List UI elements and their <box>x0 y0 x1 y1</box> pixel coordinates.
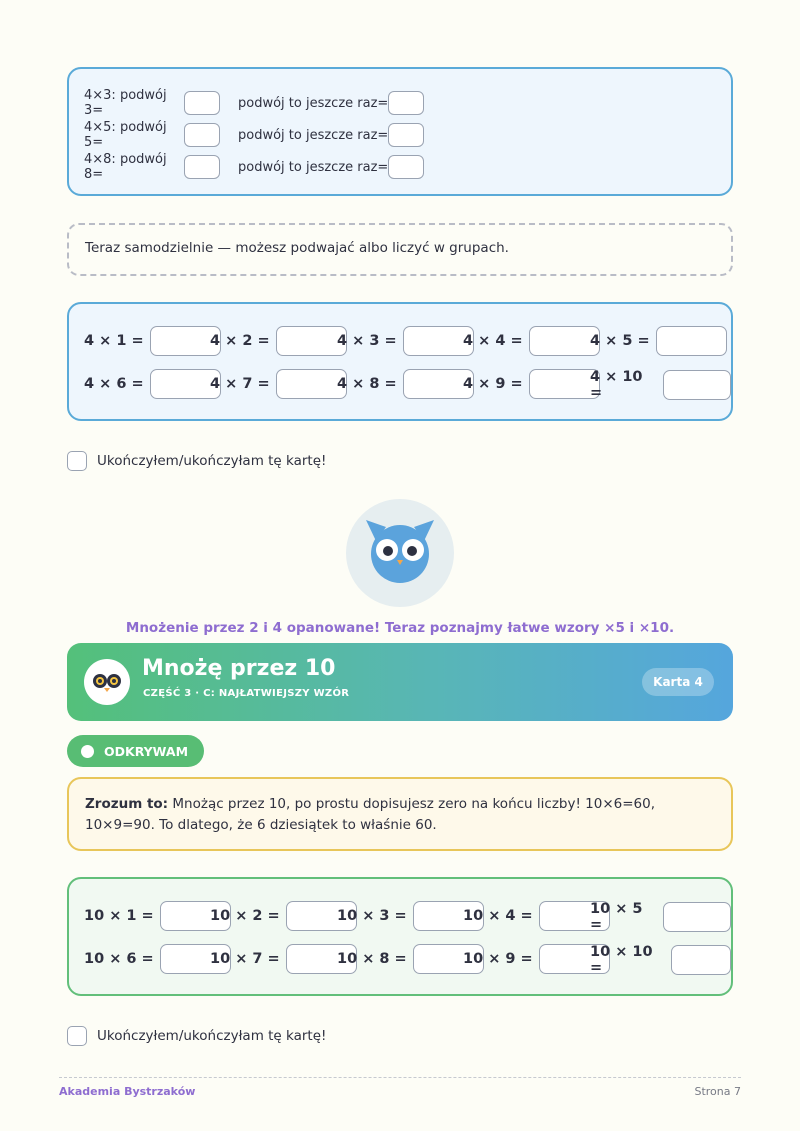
equation-label: 10 × 5 = <box>590 901 643 933</box>
explanation-lead: Zrozum to: <box>85 796 169 812</box>
equation-label: 4 × 6 = <box>84 376 144 392</box>
equation-label: 4 × 4 = <box>463 333 523 349</box>
doubling-again-label: podwój to jeszcze raz= <box>238 95 389 111</box>
section-tagline: Mnożenie przez 2 i 4 opanowane! Teraz poznajmy łatwe wzory ×5 i ×10. <box>125 620 675 636</box>
footer-brand: Akademia Bystrzaków <box>59 1085 196 1098</box>
equation-label: 10 × 2 = <box>210 908 280 924</box>
equation-cell <box>463 901 610 931</box>
answer-input[interactable] <box>388 91 424 115</box>
doubling-exercise-box <box>67 67 733 196</box>
equation-label: 10 × 1 = <box>84 908 154 924</box>
explanation-text: Mnożąc przez 10, po prostu dopisujesz zero na końcu liczby! 10×6=60, 10×9=90. To dlatego, że 6 dziesiątek to właśnie 60. <box>85 796 656 833</box>
equation-cell <box>463 326 600 356</box>
doubling-prompt: 4×5: podwój 5= <box>84 120 167 150</box>
equation-label: 4 × 8 = <box>337 376 397 392</box>
owl-mascot <box>346 499 454 607</box>
equation-cell <box>210 369 347 399</box>
equation-label: 10 × 10 = <box>590 944 653 976</box>
card-number-badge: Karta 4 <box>642 668 714 696</box>
equation-cell <box>590 901 731 933</box>
doubling-row <box>84 120 424 150</box>
avatar <box>84 659 130 705</box>
equation-label: 10 × 4 = <box>463 908 533 924</box>
answer-input[interactable] <box>663 370 731 400</box>
answer-input[interactable] <box>388 123 424 147</box>
equation-cell <box>590 369 731 401</box>
equation-label: 4 × 10 = <box>590 369 643 401</box>
equation-label: 10 × 3 = <box>337 908 407 924</box>
equation-label: 4 × 1 = <box>84 333 144 349</box>
dot-icon <box>81 745 94 758</box>
owl-icon <box>346 499 454 607</box>
completion-label: Ukończyłem/ukończyłam tę kartę! <box>97 453 327 469</box>
doubling-again-label: podwój to jeszcze raz= <box>238 127 389 143</box>
equation-label: 4 × 5 = <box>590 333 650 349</box>
discover-badge <box>67 735 204 767</box>
penguin-icon <box>84 659 130 705</box>
answer-input[interactable] <box>184 155 220 179</box>
lesson-subtitle: CZĘŚĆ 3 · C: NAJŁATWIEJSZY WZÓR <box>143 688 350 699</box>
equation-cell <box>590 326 727 356</box>
equation-label: 10 × 7 = <box>210 951 280 967</box>
equation-cell <box>463 944 610 974</box>
answer-input[interactable] <box>184 91 220 115</box>
equation-cell <box>210 326 347 356</box>
answer-input[interactable] <box>276 369 347 399</box>
equation-cell <box>590 944 731 976</box>
multiplication-grid-10 <box>67 877 733 996</box>
answer-input[interactable] <box>656 326 727 356</box>
answer-input[interactable] <box>529 326 600 356</box>
answer-input[interactable] <box>529 369 600 399</box>
doubling-row <box>84 152 424 182</box>
equation-label: 4 × 7 = <box>210 376 270 392</box>
page-number: Strona 7 <box>694 1085 741 1098</box>
doubling-again-label: podwój to jeszcze raz= <box>238 159 389 175</box>
equation-label: 10 × 8 = <box>337 951 407 967</box>
completion-check[interactable] <box>67 1026 326 1046</box>
multiplication-grid-4 <box>67 302 733 421</box>
equation-cell <box>337 944 484 974</box>
doubling-row <box>84 88 424 118</box>
lesson-header-card <box>67 643 733 721</box>
answer-input[interactable] <box>388 155 424 179</box>
explanation-box <box>67 777 733 851</box>
equation-cell <box>463 369 600 399</box>
answer-input[interactable] <box>184 123 220 147</box>
completion-label: Ukończyłem/ukończyłam tę kartę! <box>97 1028 327 1044</box>
equation-cell <box>84 369 221 399</box>
equation-label: 10 × 6 = <box>84 951 154 967</box>
completion-checkbox[interactable] <box>67 1026 87 1046</box>
equation-cell <box>210 901 357 931</box>
equation-cell <box>337 369 474 399</box>
instruction-hint: Teraz samodzielnie — możesz podwajać albo liczyć w grupach. <box>67 223 733 276</box>
completion-check[interactable] <box>67 451 326 471</box>
equation-cell <box>337 326 474 356</box>
lesson-title: Mnożę przez 10 <box>142 656 336 681</box>
footer-divider <box>59 1077 741 1078</box>
equation-cell <box>84 944 231 974</box>
equation-label: 4 × 2 = <box>210 333 270 349</box>
answer-input[interactable] <box>276 326 347 356</box>
answer-input[interactable] <box>671 945 731 975</box>
equation-label: 10 × 9 = <box>463 951 533 967</box>
equation-cell <box>84 901 231 931</box>
badge-label: ODKRYWAM <box>104 743 189 759</box>
equation-cell <box>337 901 484 931</box>
doubling-prompt: 4×8: podwój 8= <box>84 152 167 182</box>
equation-cell <box>84 326 221 356</box>
equation-cell <box>210 944 357 974</box>
equation-label: 4 × 3 = <box>337 333 397 349</box>
answer-input[interactable] <box>663 902 731 932</box>
equation-label: 4 × 9 = <box>463 376 523 392</box>
completion-checkbox[interactable] <box>67 451 87 471</box>
doubling-prompt: 4×3: podwój 3= <box>84 88 167 118</box>
